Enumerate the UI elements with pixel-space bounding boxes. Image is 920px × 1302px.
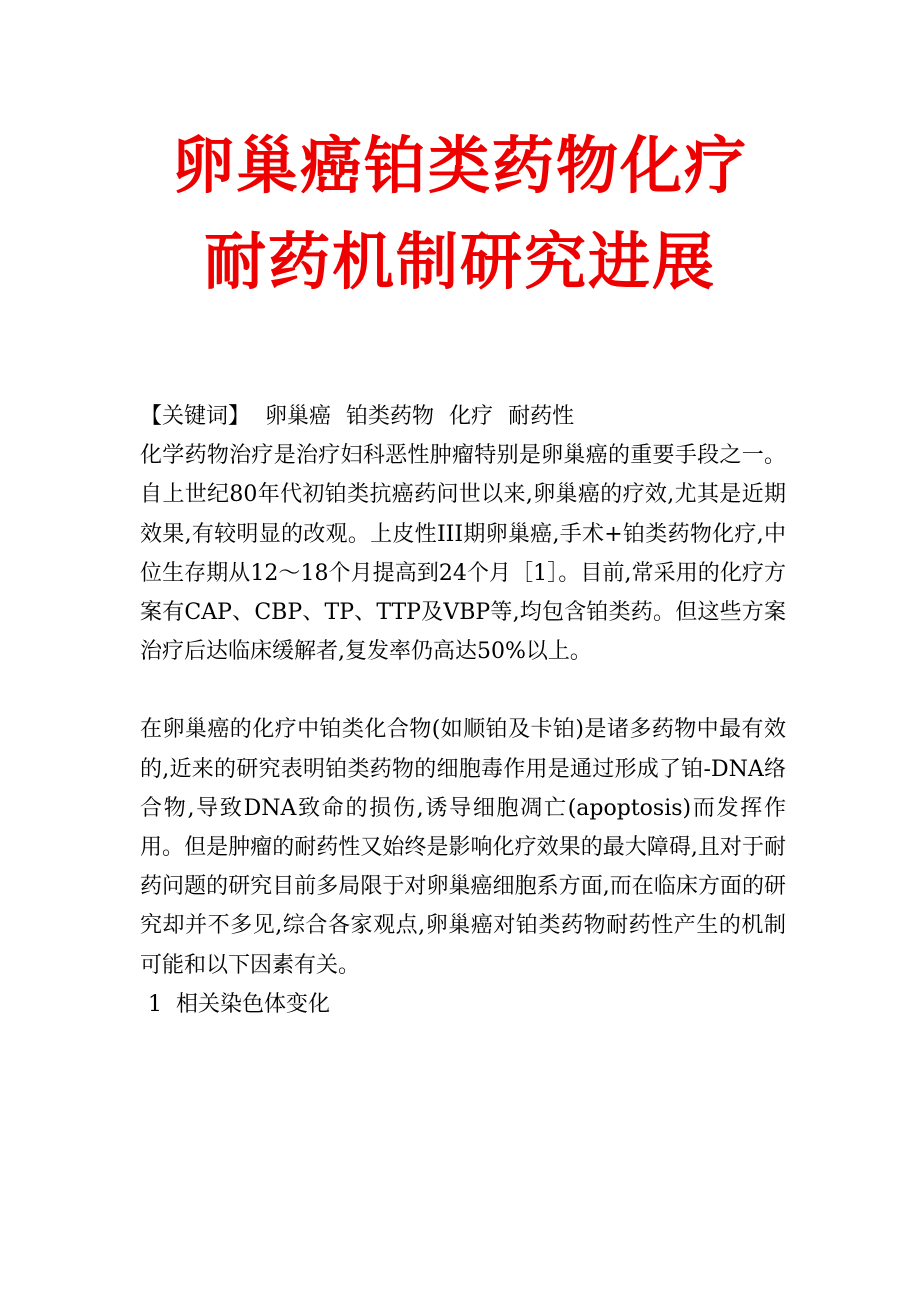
paragraph-2: 在卵巢癌的化疗中铂类化合物(如顺铂及卡铂)是诸多药物中最有效的,近来的研究表明铂类药物的细胞毒作用是通过形成了铂-DNA络合物,导致DNA致命的损伤,诱导细胞凋亡(apoptosis)而发挥作用。但是肿瘤的耐药性又始终是影响化疗效果的最大障碍,且对于耐药问题的研究目前多局限于对卵巢癌细胞系方面,而在临床方面的研究却并不多见,综合各家观点,卵巢癌对铂类药物耐药性产生的机制可能和以下因素有关。 [140,717,786,978]
paragraph-1: 化学药物治疗是治疗妇科恶性肿瘤特别是卵巢癌的重要手段之一。自上世纪80年代初铂类抗癌药问世以来,卵巢癌的疗效,尤其是近期效果,有较明显的改观。上皮性III期卵巢癌,手术+铂类药物化疗,中位生存期从12～18个月提高到24个月［1］。目前,常采用的化疗方案有CAP、CBP、TP、TTP及VBP等,均包含铂类药。但这些方案治疗后达临床缓解者,复发率仍高达50%以上。 [140,443,786,665]
paragraph-spacer [140,671,786,710]
section-number: 1 [148,991,162,1017]
keyword: 耐药性 [508,404,575,429]
keywords-label: 【关键词】 [140,404,251,429]
title-line-1: 卵巢癌铂类药物化疗 [171,129,748,202]
keyword: 化疗 [449,404,494,429]
section-heading [140,985,786,1024]
keyword: 铂类药物 [346,404,435,429]
document-body [140,397,786,1024]
keywords-line [140,397,786,436]
document-title [0,118,920,310]
title-line-2: 耐药机制研究进展 [203,225,716,298]
section-title: 相关染色体变化 [176,991,331,1017]
keyword: 卵巢癌 [265,404,332,429]
